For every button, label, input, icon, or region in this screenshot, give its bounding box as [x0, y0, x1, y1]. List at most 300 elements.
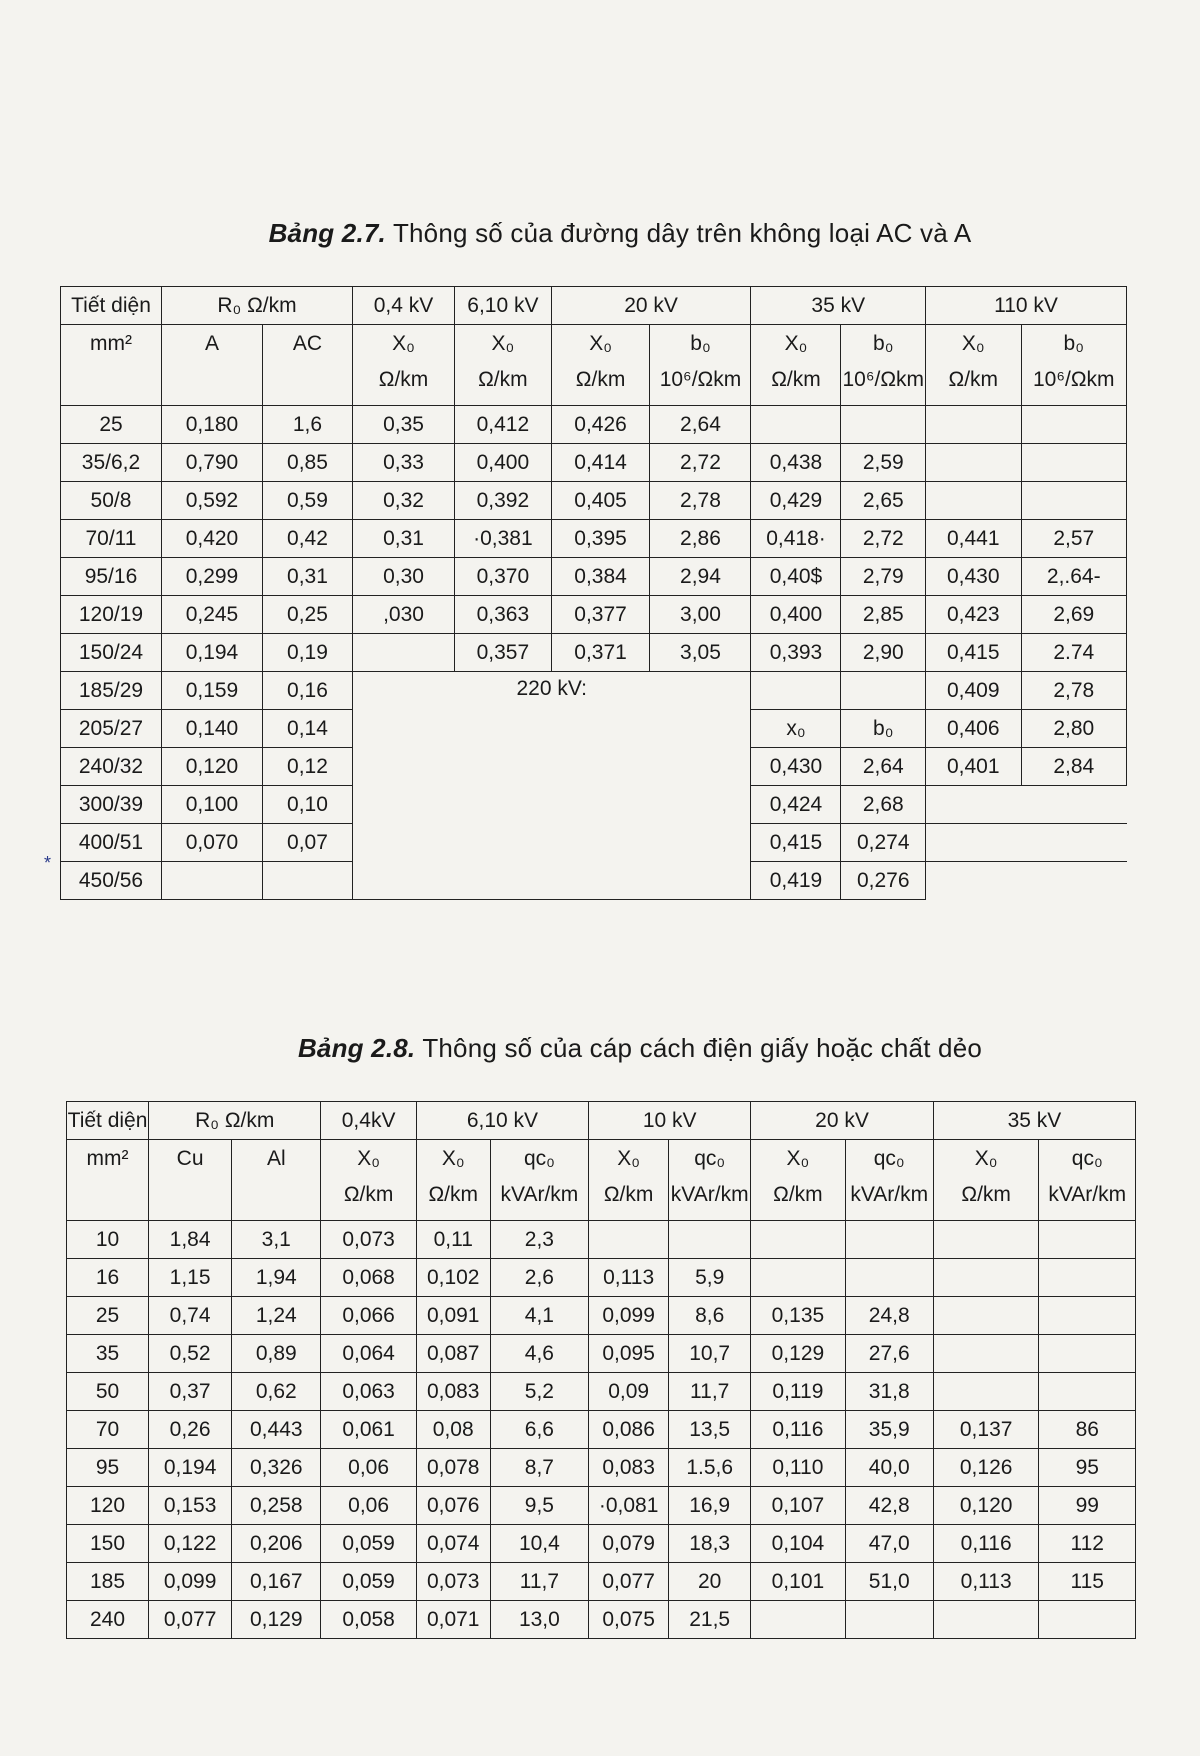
column-subheader: [455, 325, 552, 406]
table-cell: [352, 634, 454, 672]
table-cell: [1021, 824, 1126, 862]
table-cell: 86: [1039, 1411, 1136, 1449]
table-cell: 0,89: [232, 1335, 321, 1373]
column-group-header: 6,10 kV: [455, 287, 552, 325]
table-cell: [751, 1259, 845, 1297]
column-group-header: 10 kV: [589, 1102, 751, 1140]
table-cell: 2,78: [650, 482, 751, 520]
table-cell: 16: [67, 1259, 149, 1297]
unit-label: Ω/km: [773, 1183, 823, 1206]
table-cell: 1.5,6: [669, 1449, 751, 1487]
column-group-header: 110 kV: [926, 287, 1127, 325]
column-subheader: [551, 325, 650, 406]
table-cell: 0,126: [933, 1449, 1039, 1487]
table-cell: 450/56: [61, 862, 162, 900]
column-group-header: 0,4kV: [321, 1102, 416, 1140]
table-cell: 0,441: [926, 520, 1022, 558]
table-cell: 0,429: [751, 482, 841, 520]
table-cell: 4,1: [490, 1297, 588, 1335]
column-subheader: [650, 325, 751, 406]
table-cell: 1,94: [232, 1259, 321, 1297]
symbol-label: mm²: [90, 332, 132, 355]
table-cell: [926, 824, 1022, 862]
table-cell: 0,37: [149, 1373, 232, 1411]
table-cell: 24,8: [845, 1297, 933, 1335]
table-cell: 0,063: [321, 1373, 416, 1411]
table-cell: 0,091: [416, 1297, 490, 1335]
table-cell: ·0,081: [589, 1487, 669, 1525]
table-cell: 120/19: [61, 596, 162, 634]
table-cell: 1,24: [232, 1297, 321, 1335]
column-subheader: [262, 325, 352, 406]
table-row: [67, 1411, 1136, 1449]
table-cell: 0,087: [416, 1335, 490, 1373]
table-cell: 2,59: [841, 444, 926, 482]
column-subheader: [751, 325, 841, 406]
table-cell: 11,7: [490, 1563, 588, 1601]
table-cell: 0,09: [589, 1373, 669, 1411]
table-cell: 0,073: [416, 1563, 490, 1601]
unit-label: Ω/km: [575, 368, 626, 391]
table-cell: [1021, 406, 1126, 444]
table-row: [61, 406, 1127, 444]
table-cell: 0,32: [352, 482, 454, 520]
table-cell: 0,430: [926, 558, 1022, 596]
table-cell: 10: [67, 1221, 149, 1259]
symbol-label: qc₀: [873, 1147, 905, 1170]
table-cell: 0,420: [161, 520, 262, 558]
table-cell: 95/16: [61, 558, 162, 596]
table-cell: 0,790: [161, 444, 262, 482]
column-group-header: R₀ Ω/km: [149, 1102, 321, 1140]
symbol-label: b₀: [873, 332, 894, 355]
table-cell: [926, 444, 1022, 482]
symbol-label: X₀: [974, 1147, 998, 1170]
table-cell: 0,30: [352, 558, 454, 596]
table-row: [67, 1487, 1136, 1525]
table-cell: [933, 1221, 1039, 1259]
table-cell: b₀: [841, 710, 926, 748]
table-cell: 0,083: [416, 1373, 490, 1411]
column-subheader: [669, 1140, 751, 1221]
column-subheader: [933, 1140, 1039, 1221]
table-cell: 0,25: [262, 596, 352, 634]
table-cell: 0,371: [551, 634, 650, 672]
table-cell: 0,120: [933, 1487, 1039, 1525]
table-cell: 0,071: [416, 1601, 490, 1639]
table-row: [61, 634, 1127, 672]
caption-number: Bảng 2.8.: [297, 1033, 416, 1063]
table-cell: 1,84: [149, 1221, 232, 1259]
kv220-region: 220 kV:: [352, 672, 750, 900]
unit-label: 10⁶/Ωkm: [659, 368, 742, 391]
table-cell: 2,68: [841, 786, 926, 824]
table-cell: 0,100: [161, 786, 262, 824]
table-cell: 0,62: [232, 1373, 321, 1411]
table-row: [67, 1601, 1136, 1639]
margin-star-mark: *: [44, 853, 52, 873]
table-cell: 0,393: [751, 634, 841, 672]
table-cell: 13,5: [669, 1411, 751, 1449]
symbol-label: X₀: [786, 1147, 810, 1170]
symbol-label: qc₀: [1071, 1147, 1103, 1170]
column-group-header: 20 kV: [751, 1102, 934, 1140]
column-group-header: 20 kV: [551, 287, 751, 325]
table-cell: 0,129: [751, 1335, 845, 1373]
table-cell: 0,412: [455, 406, 552, 444]
table-cell: [1039, 1259, 1136, 1297]
table-cell: 0,137: [933, 1411, 1039, 1449]
symbol-label: AC: [292, 332, 323, 355]
symbol-label: A: [204, 332, 219, 355]
table-cell: 35: [67, 1335, 149, 1373]
column-subheader: [416, 1140, 490, 1221]
table-cell: 0,85: [262, 444, 352, 482]
table-cell: [926, 786, 1022, 824]
table-cell: [933, 1259, 1039, 1297]
table-cell: 0,31: [262, 558, 352, 596]
table-cell: [933, 1297, 1039, 1335]
table-cell: 0,083: [589, 1449, 669, 1487]
unit-label: Ω/km: [428, 1183, 478, 1206]
column-group-header: 6,10 kV: [416, 1102, 588, 1140]
table-cell: 0,52: [149, 1335, 232, 1373]
table-cell: [841, 406, 926, 444]
table-cell: 0,113: [589, 1259, 669, 1297]
table-cell: 0,35: [352, 406, 454, 444]
table-cell: 2,57: [1021, 520, 1126, 558]
table-cell: [262, 862, 352, 900]
column-group-header: Tiết diện: [61, 287, 162, 325]
table-row: [67, 1563, 1136, 1601]
column-subheader: [1039, 1140, 1136, 1221]
table-cell: 0,357: [455, 634, 552, 672]
table-cell: 0,377: [551, 596, 650, 634]
column-subheader: [352, 325, 454, 406]
table-cell: 0,116: [751, 1411, 845, 1449]
unit-label: kVAr/km: [670, 1183, 749, 1206]
table-cell: 0,06: [321, 1449, 416, 1487]
table-2-8: [66, 1101, 1136, 1639]
table-cell: 0,078: [416, 1449, 490, 1487]
table-cell: 0,363: [455, 596, 552, 634]
table-cell: 0,395: [551, 520, 650, 558]
table-cell: 2,78: [1021, 672, 1126, 710]
table-cell: 120: [67, 1487, 149, 1525]
table-cell: 0,430: [751, 748, 841, 786]
symbol-label: X₀: [961, 332, 985, 355]
table-cell: 0,102: [416, 1259, 490, 1297]
table-row: [61, 482, 1127, 520]
table-cell: 0,274: [841, 824, 926, 862]
table-cell: 2,64: [841, 748, 926, 786]
column-subheader: [490, 1140, 588, 1221]
table-cell: 2,65: [841, 482, 926, 520]
table-row: [67, 1297, 1136, 1335]
table-cell: 0,33: [352, 444, 454, 482]
table-cell: 2,84: [1021, 748, 1126, 786]
table-cell: 240: [67, 1601, 149, 1639]
symbol-label: Cu: [176, 1147, 204, 1170]
table-cell: 0,099: [149, 1563, 232, 1601]
table-cell: [926, 406, 1022, 444]
table-cell: 2,64: [650, 406, 751, 444]
table-cell: 150: [67, 1525, 149, 1563]
table-cell: 3,00: [650, 596, 751, 634]
table-cell: 0,326: [232, 1449, 321, 1487]
table-cell: 0,276: [841, 862, 926, 900]
unit-label: Ω/km: [378, 368, 429, 391]
table-cell: 0,409: [926, 672, 1022, 710]
table-cell: 0,370: [455, 558, 552, 596]
table-cell: 0,245: [161, 596, 262, 634]
table-cell: 0,075: [589, 1601, 669, 1639]
table-row: [67, 1221, 1136, 1259]
table-cell: 0,107: [751, 1487, 845, 1525]
table-cell: [1039, 1601, 1136, 1639]
table-cell: 3,05: [650, 634, 751, 672]
column-subheader: [1021, 325, 1126, 406]
table-cell: 0,077: [589, 1563, 669, 1601]
symbol-label: X₀: [491, 332, 515, 355]
table-cell: 0,07: [262, 824, 352, 862]
table-cell: 2,90: [841, 634, 926, 672]
unit-label: 10⁶/Ωkm: [1032, 368, 1115, 391]
table-cell: 0,415: [926, 634, 1022, 672]
table-cell: 0,180: [161, 406, 262, 444]
table-cell: 0,068: [321, 1259, 416, 1297]
table-row: [61, 558, 1127, 596]
column-group-header: Tiết diện: [67, 1102, 149, 1140]
table-cell: [926, 862, 1022, 900]
table-cell: 2,69: [1021, 596, 1126, 634]
table-cell: 0,066: [321, 1297, 416, 1335]
table-cell: 25: [61, 406, 162, 444]
table-cell: 0,104: [751, 1525, 845, 1563]
table-cell: 0,424: [751, 786, 841, 824]
table-cell: 0,194: [149, 1449, 232, 1487]
table-cell: 0,401: [926, 748, 1022, 786]
unit-label: Ω/km: [771, 368, 821, 391]
table-row: [61, 672, 1127, 710]
table-cell: 0,076: [416, 1487, 490, 1525]
table-cell: [1039, 1297, 1136, 1335]
symbol-label: X₀: [784, 332, 808, 355]
table-cell: 0,194: [161, 634, 262, 672]
table-cell: 0,443: [232, 1411, 321, 1449]
symbol-label: Al: [266, 1147, 286, 1170]
table-cell: 1,15: [149, 1259, 232, 1297]
table-cell: [669, 1221, 751, 1259]
table-cell: 0,40$: [751, 558, 841, 596]
table-cell: 400/51: [61, 824, 162, 862]
symbol-label: X₀: [617, 1147, 640, 1170]
table-cell: 95: [1039, 1449, 1136, 1487]
table-cell: 0,073: [321, 1221, 416, 1259]
table-cell: 115: [1039, 1563, 1136, 1601]
table-2-7-caption: [20, 218, 1200, 249]
table-cell: 42,8: [845, 1487, 933, 1525]
table-cell: 2.74: [1021, 634, 1126, 672]
table-cell: 0,12: [262, 748, 352, 786]
unit-label: kVAr/km: [500, 1183, 579, 1206]
table-cell: ·0,381: [455, 520, 552, 558]
table-cell: 21,5: [669, 1601, 751, 1639]
symbol-label: qc₀: [694, 1147, 726, 1170]
table-cell: 0,299: [161, 558, 262, 596]
table-cell: 0,426: [551, 406, 650, 444]
table-cell: 0,592: [161, 482, 262, 520]
table-cell: 0,140: [161, 710, 262, 748]
table-row: [61, 520, 1127, 558]
table-cell: 2,86: [650, 520, 751, 558]
table-cell: 8,6: [669, 1297, 751, 1335]
table-cell: 0,101: [751, 1563, 845, 1601]
table-cell: 47,0: [845, 1525, 933, 1563]
table-cell: [751, 1221, 845, 1259]
table-cell: 51,0: [845, 1563, 933, 1601]
table-cell: 0,258: [232, 1487, 321, 1525]
unit-label: Ω/km: [948, 368, 999, 391]
table-cell: 0,406: [926, 710, 1022, 748]
table-cell: 0,070: [161, 824, 262, 862]
table-cell: 35/6,2: [61, 444, 162, 482]
table-cell: 0,42: [262, 520, 352, 558]
table-cell: [1039, 1373, 1136, 1411]
caption-number: Bảng 2.7.: [268, 218, 386, 248]
table-cell: 0,099: [589, 1297, 669, 1335]
column-group-header: 35 kV: [751, 287, 926, 325]
table-cell: x₀: [751, 710, 841, 748]
column-subheader: [751, 1140, 845, 1221]
table-cell: 1,6: [262, 406, 352, 444]
table-row: [61, 596, 1127, 634]
table-cell: 0,110: [751, 1449, 845, 1487]
table-cell: 0,19: [262, 634, 352, 672]
table-cell: 50/8: [61, 482, 162, 520]
table-cell: 2,85: [841, 596, 926, 634]
column-subheader: [161, 325, 262, 406]
column-subheader: [841, 325, 926, 406]
table-cell: 2,.64-: [1021, 558, 1126, 596]
table-cell: 0,077: [149, 1601, 232, 1639]
table-cell: [841, 672, 926, 710]
symbol-label: b₀: [1063, 332, 1084, 355]
table-cell: 95: [67, 1449, 149, 1487]
table-row: [67, 1449, 1136, 1487]
table-cell: [1021, 862, 1126, 900]
table-cell: 16,9: [669, 1487, 751, 1525]
table-cell: 0,06: [321, 1487, 416, 1525]
table-cell: 0,058: [321, 1601, 416, 1639]
table-cell: [1021, 444, 1126, 482]
table-cell: 0,405: [551, 482, 650, 520]
table-cell: 0,113: [933, 1563, 1039, 1601]
table-cell: 2,3: [490, 1221, 588, 1259]
table-cell: [845, 1259, 933, 1297]
header-row: [67, 1140, 1136, 1221]
table-cell: 0,16: [262, 672, 352, 710]
symbol-label: X₀: [357, 1147, 380, 1170]
table-cell: 2,79: [841, 558, 926, 596]
table-cell: 150/24: [61, 634, 162, 672]
table-cell: [933, 1601, 1039, 1639]
table-cell: 185: [67, 1563, 149, 1601]
header-row: [67, 1102, 1136, 1140]
table-cell: 70: [67, 1411, 149, 1449]
table-cell: 0,061: [321, 1411, 416, 1449]
symbol-label: X₀: [441, 1147, 465, 1170]
table-cell: 0,11: [416, 1221, 490, 1259]
column-subheader: [232, 1140, 321, 1221]
table-cell: 0,122: [149, 1525, 232, 1563]
table-cell: [845, 1221, 933, 1259]
table-2-7: [60, 286, 1127, 900]
table-cell: [933, 1335, 1039, 1373]
table-cell: 35,9: [845, 1411, 933, 1449]
table-cell: 2,6: [490, 1259, 588, 1297]
table-cell: 185/29: [61, 672, 162, 710]
table-cell: [845, 1601, 933, 1639]
table-cell: 0,418·: [751, 520, 841, 558]
table-cell: 31,8: [845, 1373, 933, 1411]
table-cell: 8,7: [490, 1449, 588, 1487]
symbol-label: mm²: [86, 1147, 129, 1170]
symbol-label: qc₀: [523, 1147, 555, 1170]
table-cell: 27,6: [845, 1335, 933, 1373]
unit-label: Ω/km: [961, 1183, 1011, 1206]
table-cell: 0,079: [589, 1525, 669, 1563]
table-cell: 0,120: [161, 748, 262, 786]
symbol-label: X₀: [589, 332, 612, 355]
table-cell: 0,167: [232, 1563, 321, 1601]
table-cell: 0,419: [751, 862, 841, 900]
table-row: [67, 1525, 1136, 1563]
table-cell: 2,72: [650, 444, 751, 482]
table-cell: 0,059: [321, 1525, 416, 1563]
table-cell: 2,94: [650, 558, 751, 596]
table-cell: 0,116: [933, 1525, 1039, 1563]
table-2-8-caption: [40, 1033, 1200, 1064]
table-row: [61, 444, 1127, 482]
table-row: [67, 1259, 1136, 1297]
table-cell: 0,074: [416, 1525, 490, 1563]
table-cell: 0,135: [751, 1297, 845, 1335]
table-cell: 0,26: [149, 1411, 232, 1449]
table-cell: 0,59: [262, 482, 352, 520]
table-cell: 50: [67, 1373, 149, 1411]
symbol-label: b₀: [690, 332, 711, 355]
column-subheader: [845, 1140, 933, 1221]
table-cell: [161, 862, 262, 900]
table-cell: [1021, 786, 1126, 824]
table-cell: 40,0: [845, 1449, 933, 1487]
table-cell: 0,438: [751, 444, 841, 482]
table-cell: 0,119: [751, 1373, 845, 1411]
table-cell: 0,153: [149, 1487, 232, 1525]
column-subheader: [61, 325, 162, 406]
table-cell: [589, 1221, 669, 1259]
column-group-header: 35 kV: [933, 1102, 1135, 1140]
table-cell: 0,086: [589, 1411, 669, 1449]
column-subheader: [67, 1140, 149, 1221]
table-cell: 5,9: [669, 1259, 751, 1297]
table-cell: 3,1: [232, 1221, 321, 1259]
unit-label: kVAr/km: [850, 1183, 929, 1206]
table-cell: 5,2: [490, 1373, 588, 1411]
table-cell: 13,0: [490, 1601, 588, 1639]
table-cell: 300/39: [61, 786, 162, 824]
